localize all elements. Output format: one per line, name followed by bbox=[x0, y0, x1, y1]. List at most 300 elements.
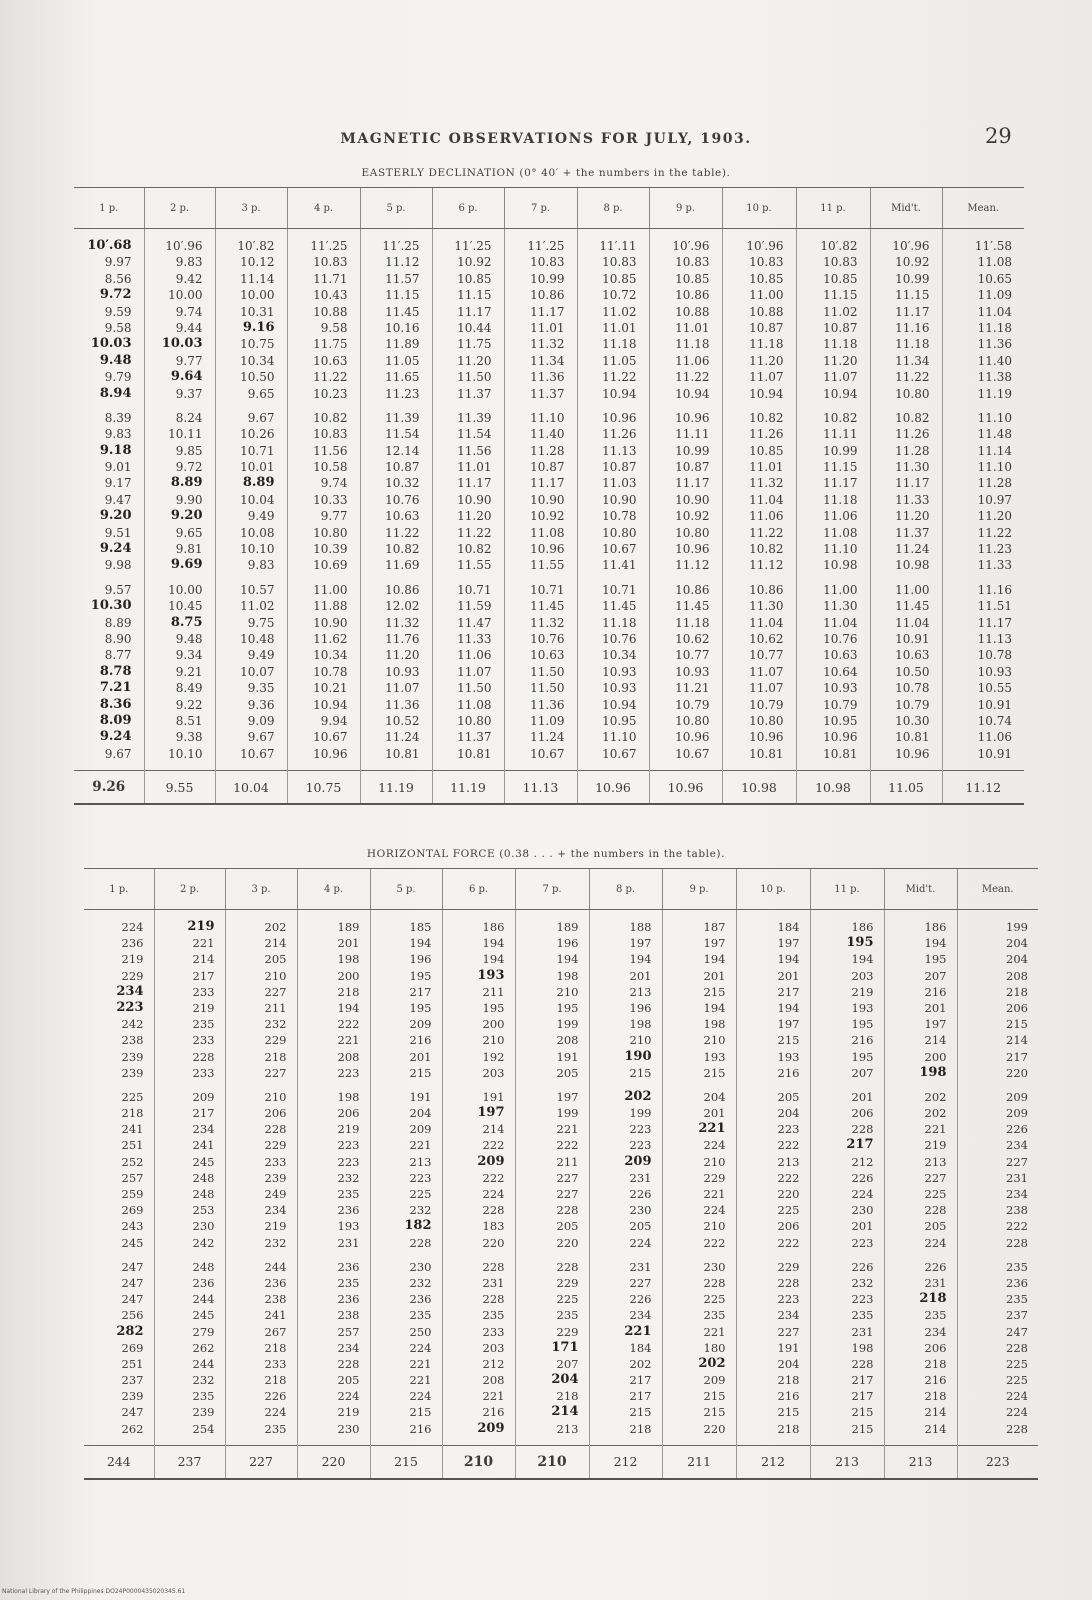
table-value: 231 bbox=[1006, 1170, 1028, 1185]
table-value: 9.58 bbox=[104, 320, 132, 335]
table-value: 216 bbox=[924, 1373, 947, 1388]
value-group bbox=[361, 582, 432, 762]
table-value: 218 bbox=[264, 1049, 287, 1064]
table-value: 222 bbox=[556, 1138, 579, 1153]
table-value: 225 bbox=[1006, 1373, 1028, 1388]
table-value: 10.79 bbox=[823, 697, 858, 712]
table-value: 209 bbox=[477, 1420, 505, 1436]
table-value: 9.90 bbox=[175, 492, 203, 507]
table-value: 234 bbox=[264, 1203, 287, 1218]
table-value: 11.22 bbox=[457, 525, 492, 540]
table-value: 9.83 bbox=[175, 255, 203, 270]
table-value: 224 bbox=[924, 1235, 947, 1250]
table-value: 11.39 bbox=[385, 410, 420, 425]
table-value: 221 bbox=[337, 1033, 360, 1048]
table-value: 10.96 bbox=[823, 730, 858, 745]
table-value: 10.87 bbox=[749, 320, 784, 335]
table-value: 11.51 bbox=[977, 599, 1012, 614]
table-value: 232 bbox=[409, 1203, 432, 1218]
table-column-cell bbox=[215, 229, 287, 771]
table-value: 11.36 bbox=[385, 697, 420, 712]
table-value: 11.03 bbox=[602, 476, 637, 491]
table-value: 184 bbox=[777, 920, 800, 934]
value-group bbox=[871, 410, 942, 574]
table-value: 198 bbox=[851, 1340, 874, 1355]
table-value: 10.90 bbox=[602, 492, 637, 507]
table-value: 216 bbox=[409, 1033, 432, 1048]
table-value: 218 bbox=[1006, 984, 1028, 999]
table-value: 206 bbox=[264, 1106, 287, 1121]
table-value: 225 bbox=[1006, 1356, 1028, 1371]
table-value: 186 bbox=[482, 920, 505, 934]
table-value: 221 bbox=[624, 1323, 652, 1339]
table-value: 11.20 bbox=[977, 509, 1012, 524]
table-value: 216 bbox=[482, 1405, 505, 1420]
table-value: 10.78 bbox=[313, 664, 348, 679]
table-value: 9.98 bbox=[104, 558, 132, 573]
table-value: 10.91 bbox=[977, 697, 1012, 712]
table-value: 10.86 bbox=[530, 288, 565, 303]
value-group bbox=[226, 1089, 297, 1251]
value-group bbox=[433, 582, 504, 762]
table-value: 232 bbox=[851, 1275, 874, 1290]
table-value: 10′.96 bbox=[892, 239, 930, 253]
table-value: 247 bbox=[1006, 1324, 1028, 1339]
table-value: 10.83 bbox=[823, 255, 858, 270]
table-value: 205 bbox=[337, 1373, 360, 1388]
declination-table bbox=[74, 187, 1024, 805]
table-value: 10.93 bbox=[602, 664, 637, 679]
table-value: 9.81 bbox=[175, 542, 203, 557]
table-value: 10.78 bbox=[977, 648, 1012, 663]
table-value: 206 bbox=[851, 1106, 874, 1121]
table-value: 10.74 bbox=[977, 713, 1012, 728]
table-value: 215 bbox=[777, 1405, 800, 1420]
table-value: 11.24 bbox=[385, 730, 420, 745]
table-value: 195 bbox=[409, 1000, 432, 1015]
table-value: 231 bbox=[851, 1324, 874, 1339]
table-value: 11.18 bbox=[675, 615, 710, 630]
value-group bbox=[958, 1089, 1039, 1251]
table-value: 10.12 bbox=[240, 255, 275, 270]
table-value: 222 bbox=[777, 1170, 800, 1185]
value-group bbox=[74, 410, 144, 574]
table-value: 10.31 bbox=[240, 304, 275, 319]
table-value: 234 bbox=[337, 1340, 360, 1355]
table-value: 229 bbox=[703, 1170, 726, 1185]
table-value: 10.83 bbox=[602, 255, 637, 270]
table-value: 239 bbox=[121, 1389, 144, 1404]
value-group bbox=[650, 238, 722, 402]
table-value: 202 bbox=[924, 1106, 947, 1121]
value-group bbox=[505, 410, 577, 574]
table-value: 11.23 bbox=[977, 542, 1012, 557]
value-group bbox=[361, 238, 432, 402]
table-value: 201 bbox=[851, 1219, 874, 1234]
table-value: 234 bbox=[777, 1308, 800, 1323]
table-value: 215 bbox=[629, 1065, 652, 1080]
table-value: 11.15 bbox=[895, 288, 930, 303]
table-value: 204 bbox=[777, 1106, 800, 1121]
table-value: 238 bbox=[121, 1033, 144, 1048]
table-value: 210 bbox=[264, 968, 287, 983]
table-value: 10.80 bbox=[457, 713, 492, 728]
table-value: 208 bbox=[556, 1033, 579, 1048]
table-value: 203 bbox=[482, 1340, 505, 1355]
value-group bbox=[298, 919, 370, 1081]
table-value: 236 bbox=[121, 936, 144, 951]
value-group bbox=[84, 1089, 154, 1251]
table-value: 217 bbox=[1006, 1049, 1028, 1064]
table-value: 8.56 bbox=[104, 271, 132, 286]
table-value: 8.36 bbox=[99, 696, 132, 712]
table-value: 184 bbox=[629, 1340, 652, 1355]
table-value: 233 bbox=[192, 1033, 215, 1048]
table-column-cell bbox=[370, 910, 442, 1446]
table-value: 245 bbox=[121, 1235, 144, 1250]
table-value: 11.15 bbox=[385, 288, 420, 303]
table-value: 235 bbox=[192, 1017, 215, 1032]
table-value: 11.55 bbox=[457, 558, 492, 573]
table-value: 7.21 bbox=[99, 680, 132, 696]
table-value: 195 bbox=[482, 1000, 505, 1015]
table-value: 10.08 bbox=[240, 525, 275, 540]
table-value: 11.28 bbox=[895, 443, 930, 458]
value-group bbox=[216, 238, 287, 402]
table-value: 225 bbox=[924, 1187, 947, 1201]
table-value: 10.82 bbox=[749, 410, 784, 425]
table-value: 11′.25 bbox=[454, 239, 492, 253]
table-value: 225 bbox=[777, 1203, 800, 1218]
table-value: 223 bbox=[116, 999, 144, 1015]
table-value: 228 bbox=[1006, 1235, 1028, 1250]
table-column-cell bbox=[810, 910, 884, 1446]
table-value: 193 bbox=[337, 1219, 360, 1234]
table-value: 11.07 bbox=[457, 664, 492, 679]
table-value: 199 bbox=[1006, 920, 1028, 934]
table-value: 236 bbox=[409, 1292, 432, 1307]
table-value: 10.23 bbox=[313, 386, 348, 401]
table-value: 198 bbox=[337, 1089, 360, 1104]
table-column-cell bbox=[736, 910, 810, 1446]
table-value: 10′.68 bbox=[87, 238, 132, 253]
table-value: 10.83 bbox=[313, 255, 348, 270]
table-value: 192 bbox=[482, 1049, 505, 1064]
table-value: 11.88 bbox=[313, 599, 348, 614]
table-value: 9.38 bbox=[175, 730, 203, 745]
column-header: 5 p. bbox=[360, 188, 432, 229]
table-value: 10.79 bbox=[749, 697, 784, 712]
table-column-cell bbox=[144, 229, 215, 771]
table-value: 10.50 bbox=[895, 664, 930, 679]
horizontal-force-body-row bbox=[84, 910, 1038, 1446]
table-value: 11.37 bbox=[895, 525, 930, 540]
table-value: 8.75 bbox=[170, 614, 203, 630]
table-value: 8.94 bbox=[99, 385, 132, 401]
table-value: 235 bbox=[409, 1308, 432, 1323]
table-value: 217 bbox=[851, 1389, 874, 1404]
table-value: 226 bbox=[629, 1292, 652, 1307]
table-value: 11.32 bbox=[749, 476, 784, 491]
table-value: 11.18 bbox=[602, 337, 637, 352]
horizontal-force-mean-row bbox=[84, 1445, 1038, 1479]
value-group bbox=[737, 919, 810, 1081]
table-column-cell bbox=[287, 229, 360, 771]
table-value: 223 bbox=[629, 1138, 652, 1153]
table-value: 11.24 bbox=[530, 730, 565, 745]
table-value: 10.00 bbox=[240, 288, 275, 303]
table-value: 11.40 bbox=[977, 353, 1012, 368]
table-value: 216 bbox=[851, 1033, 874, 1048]
table-value: 10.86 bbox=[385, 582, 420, 597]
table-value: 10.03 bbox=[161, 336, 203, 352]
value-group bbox=[871, 238, 942, 402]
table-value: 215 bbox=[703, 1389, 726, 1404]
table-value: 233 bbox=[192, 984, 215, 999]
table-value: 222 bbox=[1006, 1219, 1028, 1234]
table-value: 10′.82 bbox=[820, 239, 858, 253]
table-value: 10.07 bbox=[240, 664, 275, 679]
table-value: 10.34 bbox=[602, 648, 637, 663]
column-mean: 11.05 bbox=[870, 771, 942, 805]
table-value: 194 bbox=[777, 952, 800, 967]
table-value: 11′.25 bbox=[527, 239, 565, 253]
table-value: 11.02 bbox=[240, 599, 275, 614]
table-value: 228 bbox=[1006, 1421, 1028, 1436]
table-value: 227 bbox=[1006, 1154, 1028, 1169]
table-value: 10.11 bbox=[168, 427, 203, 442]
table-value: 236 bbox=[192, 1275, 215, 1290]
table-value: 10.50 bbox=[240, 370, 275, 385]
table-value: 227 bbox=[777, 1324, 800, 1339]
table-value: 9.94 bbox=[320, 713, 348, 728]
table-value: 215 bbox=[851, 1405, 874, 1420]
table-value: 209 bbox=[1006, 1089, 1028, 1104]
table-value: 10.63 bbox=[385, 509, 420, 524]
table-value: 235 bbox=[851, 1308, 874, 1323]
table-value: 216 bbox=[777, 1389, 800, 1404]
table-value: 10.79 bbox=[675, 697, 710, 712]
column-mean: 10.96 bbox=[649, 771, 722, 805]
table-value: 259 bbox=[121, 1187, 144, 1201]
table-value: 11.17 bbox=[977, 615, 1012, 630]
value-group bbox=[663, 1259, 736, 1437]
table-value: 9.48 bbox=[99, 352, 132, 368]
table-value: 230 bbox=[192, 1219, 215, 1234]
table-value: 220 bbox=[1006, 1065, 1028, 1080]
table-value: 10.87 bbox=[602, 460, 637, 475]
table-value: 238 bbox=[1006, 1203, 1028, 1218]
table-value: 248 bbox=[192, 1187, 215, 1201]
table-value: 234 bbox=[1006, 1138, 1028, 1153]
table-value: 11.47 bbox=[457, 615, 492, 630]
table-value: 10.30 bbox=[90, 598, 132, 614]
page-title: MAGNETIC OBSERVATIONS FOR JULY, 1903. bbox=[340, 131, 752, 147]
table-value: 10.81 bbox=[895, 730, 930, 745]
table-value: 10.86 bbox=[675, 582, 710, 597]
table-value: 211 bbox=[556, 1154, 579, 1169]
table-value: 215 bbox=[703, 1405, 726, 1420]
value-group bbox=[590, 919, 662, 1081]
table-value: 11.15 bbox=[823, 288, 858, 303]
table-value: 10.80 bbox=[895, 386, 930, 401]
table-value: 215 bbox=[629, 1405, 652, 1420]
table-value: 11.23 bbox=[385, 386, 420, 401]
table-value: 194 bbox=[629, 952, 652, 967]
table-value: 11′.25 bbox=[382, 239, 420, 253]
table-value: 186 bbox=[851, 920, 874, 934]
table-value: 195 bbox=[846, 935, 874, 951]
table-value: 214 bbox=[192, 952, 215, 967]
table-column-cell bbox=[84, 910, 154, 1446]
table-value: 197 bbox=[777, 936, 800, 951]
table-value: 10.94 bbox=[823, 386, 858, 401]
table-value: 218 bbox=[121, 1106, 144, 1121]
table-value: 10.80 bbox=[749, 713, 784, 728]
table-value: 205 bbox=[924, 1219, 947, 1234]
column-header: 3 p. bbox=[225, 869, 297, 910]
value-group bbox=[885, 1089, 957, 1251]
table-value: 220 bbox=[482, 1235, 505, 1250]
table-value: 10.88 bbox=[675, 304, 710, 319]
table-value: 11.01 bbox=[749, 460, 784, 475]
table-value: 10.96 bbox=[675, 730, 710, 745]
table-value: 10.99 bbox=[895, 271, 930, 286]
table-value: 218 bbox=[337, 984, 360, 999]
table-value: 249 bbox=[264, 1187, 287, 1201]
table-value: 12.02 bbox=[385, 599, 420, 614]
table-value: 11.89 bbox=[385, 337, 420, 352]
table-value: 250 bbox=[409, 1324, 432, 1339]
table-column-cell bbox=[504, 229, 577, 771]
table-value: 231 bbox=[482, 1275, 505, 1290]
column-mean: 11.19 bbox=[432, 771, 504, 805]
table-value: 234 bbox=[629, 1308, 652, 1323]
table-value: 10.67 bbox=[675, 746, 710, 761]
table-value: 180 bbox=[703, 1340, 726, 1355]
table-value: 224 bbox=[703, 1138, 726, 1153]
table-value: 188 bbox=[629, 920, 652, 934]
table-value: 223 bbox=[409, 1170, 432, 1185]
value-group bbox=[145, 238, 215, 402]
table-value: 237 bbox=[121, 1373, 144, 1388]
table-value: 235 bbox=[1006, 1259, 1028, 1274]
table-value: 244 bbox=[264, 1259, 287, 1274]
table-value: 9.35 bbox=[247, 681, 275, 696]
value-group bbox=[74, 238, 144, 402]
table-value: 219 bbox=[187, 919, 215, 934]
table-value: 208 bbox=[337, 1049, 360, 1064]
table-value: 187 bbox=[703, 920, 726, 934]
table-value: 194 bbox=[777, 1000, 800, 1015]
table-value: 231 bbox=[629, 1170, 652, 1185]
table-value: 206 bbox=[337, 1106, 360, 1121]
table-value: 11.12 bbox=[385, 255, 420, 270]
table-value: 218 bbox=[919, 1291, 947, 1307]
table-value: 200 bbox=[482, 1017, 505, 1032]
table-value: 230 bbox=[851, 1203, 874, 1218]
table-value: 236 bbox=[264, 1275, 287, 1290]
value-group bbox=[361, 410, 432, 574]
table-value: 10.99 bbox=[823, 443, 858, 458]
table-value: 196 bbox=[629, 1000, 652, 1015]
table-value: 10.80 bbox=[313, 525, 348, 540]
table-value: 230 bbox=[337, 1421, 360, 1436]
table-value: 11.00 bbox=[313, 582, 348, 597]
table-value: 195 bbox=[409, 968, 432, 983]
table-value: 207 bbox=[556, 1356, 579, 1371]
value-group bbox=[74, 582, 144, 762]
table-value: 10.30 bbox=[895, 713, 930, 728]
table-value: 197 bbox=[924, 1017, 947, 1032]
table-value: 10.62 bbox=[675, 631, 710, 646]
table-value: 243 bbox=[121, 1219, 144, 1234]
column-mean: 244 bbox=[84, 1445, 154, 1479]
table-value: 11.00 bbox=[749, 288, 784, 303]
table-value: 10.85 bbox=[749, 271, 784, 286]
table-value: 200 bbox=[337, 968, 360, 983]
table-value: 11.09 bbox=[530, 713, 565, 728]
table-value: 10.21 bbox=[313, 681, 348, 696]
table-value: 234 bbox=[924, 1324, 947, 1339]
table-value: 238 bbox=[264, 1292, 287, 1307]
table-value: 235 bbox=[264, 1421, 287, 1436]
table-value: 213 bbox=[556, 1421, 579, 1436]
horizontal-force-table bbox=[84, 868, 1038, 1480]
table-value: 10.91 bbox=[895, 631, 930, 646]
table-value: 230 bbox=[703, 1259, 726, 1274]
value-group bbox=[943, 410, 1025, 574]
table-value: 11.45 bbox=[530, 599, 565, 614]
table-value: 234 bbox=[116, 983, 144, 999]
table-value: 210 bbox=[703, 1219, 726, 1234]
table-value: 11.37 bbox=[457, 730, 492, 745]
table-value: 11.06 bbox=[675, 353, 710, 368]
value-group bbox=[723, 238, 796, 402]
table-value: 11.18 bbox=[977, 320, 1012, 335]
table-value: 10′.96 bbox=[165, 239, 203, 253]
table-value: 218 bbox=[924, 1389, 947, 1404]
table-value: 215 bbox=[703, 1065, 726, 1080]
table-column-cell bbox=[942, 229, 1024, 771]
column-header: 10 p. bbox=[722, 188, 796, 229]
table-value: 10.71 bbox=[602, 582, 637, 597]
table-value: 10.45 bbox=[168, 599, 203, 614]
table-value: 235 bbox=[556, 1308, 579, 1323]
value-group bbox=[443, 919, 515, 1081]
table-value: 224 bbox=[337, 1389, 360, 1404]
table-value: 11.16 bbox=[977, 582, 1012, 597]
table-value: 213 bbox=[629, 984, 652, 999]
table-value: 11.21 bbox=[675, 681, 710, 696]
table-value: 11.12 bbox=[675, 558, 710, 573]
table-value: 11.01 bbox=[457, 460, 492, 475]
table-value: 10.67 bbox=[602, 746, 637, 761]
table-value: 10.96 bbox=[895, 746, 930, 761]
value-group bbox=[298, 1259, 370, 1437]
table-value: 10.82 bbox=[749, 542, 784, 557]
table-value: 10.90 bbox=[675, 492, 710, 507]
table-value: 247 bbox=[121, 1292, 144, 1307]
table-value: 11.18 bbox=[823, 492, 858, 507]
column-mean: 215 bbox=[370, 1445, 442, 1479]
table-value: 183 bbox=[482, 1219, 505, 1234]
table-value: 231 bbox=[629, 1259, 652, 1274]
table-value: 10.71 bbox=[240, 443, 275, 458]
value-group bbox=[650, 410, 722, 574]
table-value: 10.62 bbox=[749, 631, 784, 646]
table-value: 208 bbox=[482, 1373, 505, 1388]
